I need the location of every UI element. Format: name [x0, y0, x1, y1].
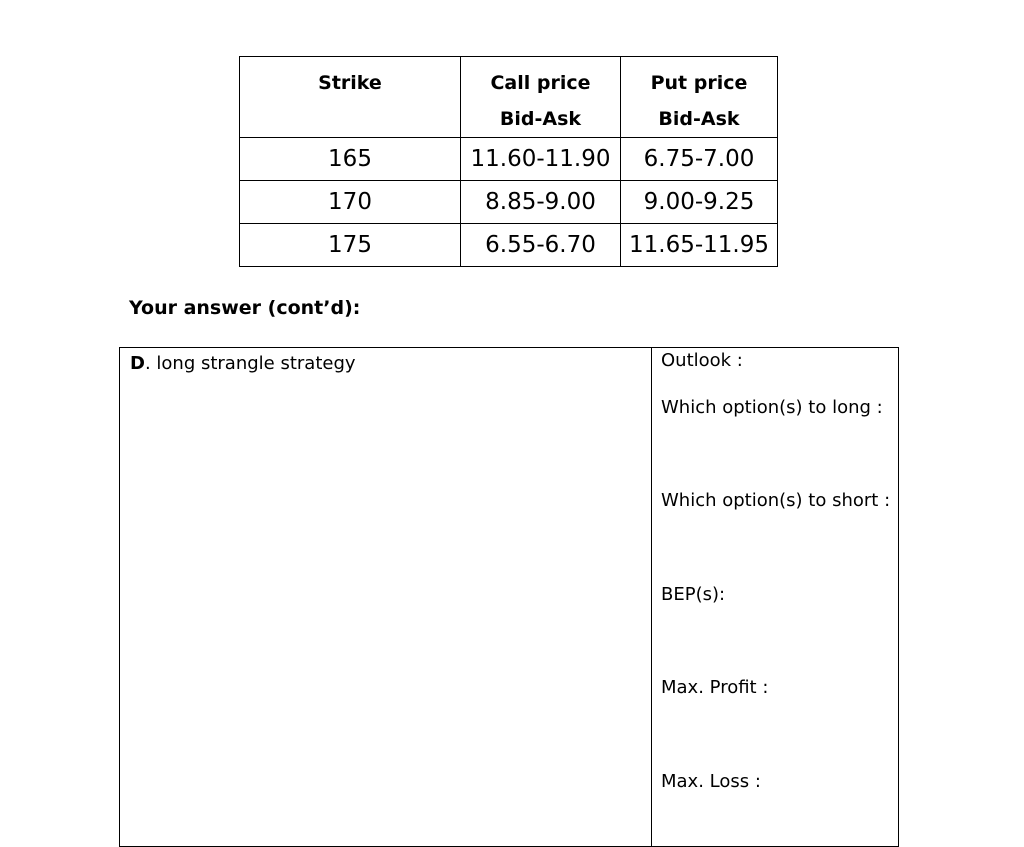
call-price-cell: 6.55-6.70 [461, 224, 621, 267]
strategy-title [130, 353, 356, 374]
table-header-row [240, 57, 778, 138]
strike-cell: 175 [240, 224, 461, 267]
put-price-cell: 6.75-7.00 [621, 138, 778, 181]
put-price-header-label: Put price [650, 72, 748, 94]
table-row [240, 181, 778, 224]
strategy-answer-box [119, 347, 899, 847]
max-loss-prompt: Max. Loss : [661, 771, 761, 792]
long-options-prompt: Which option(s) to long : [661, 397, 883, 418]
strategy-prompts-column [652, 348, 898, 846]
put-price-header [621, 57, 778, 138]
put-price-cell: 11.65-11.95 [621, 224, 778, 267]
short-options-prompt: Which option(s) to short : [661, 490, 891, 511]
table-row [240, 138, 778, 181]
strike-header [240, 57, 461, 138]
outlook-prompt: Outlook : [661, 350, 743, 371]
strategy-work-area[interactable] [120, 348, 652, 846]
strike-cell: 165 [240, 138, 461, 181]
call-bid-ask-label: Bid-Ask [499, 108, 582, 130]
call-price-cell: 11.60-11.90 [461, 138, 621, 181]
strike-header-label: Strike [318, 72, 382, 94]
call-price-header [461, 57, 621, 138]
strategy-letter: D [130, 353, 145, 374]
strike-cell: 170 [240, 181, 461, 224]
options-price-table [239, 56, 778, 267]
put-price-cell: 9.00-9.25 [621, 181, 778, 224]
strategy-name: . long strangle strategy [144, 353, 356, 374]
answer-heading: Your answer (cont’d): [129, 297, 361, 319]
table-row [240, 224, 778, 267]
bep-prompt: BEP(s): [661, 584, 726, 605]
call-price-cell: 8.85-9.00 [461, 181, 621, 224]
call-price-header-label: Call price [490, 72, 591, 94]
max-profit-prompt: Max. Profit : [661, 677, 769, 698]
put-bid-ask-label: Bid-Ask [658, 108, 740, 130]
